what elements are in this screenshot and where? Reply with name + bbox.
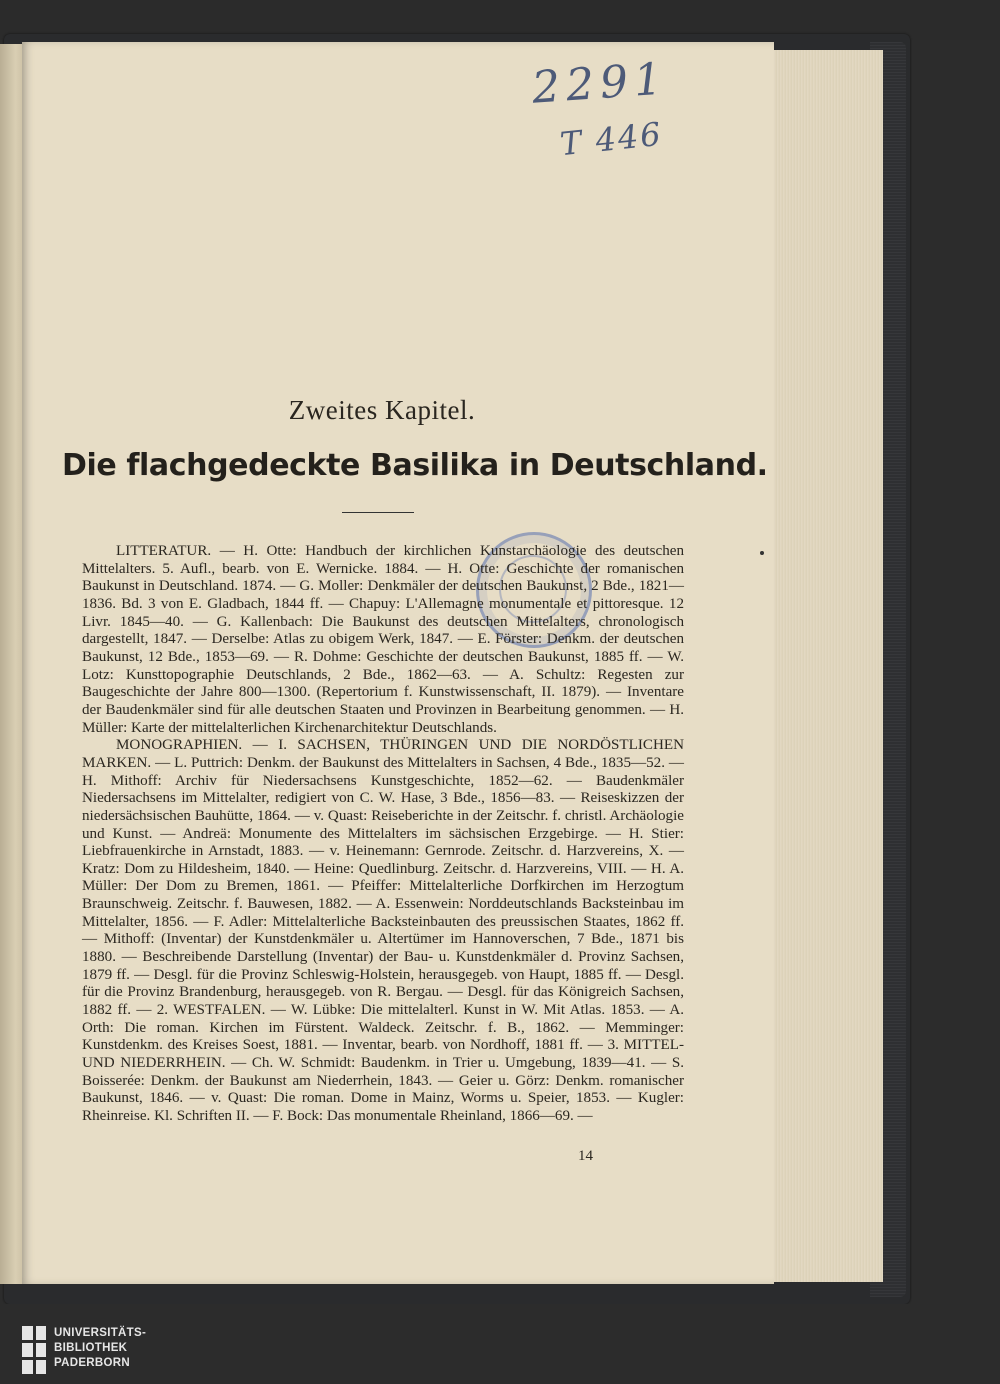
logo-line-3: PADERBORN xyxy=(54,1357,130,1369)
scan-background-bottom xyxy=(0,1304,1000,1384)
logo-text xyxy=(54,1326,146,1371)
title-divider xyxy=(342,512,414,513)
logo-line-1: UNIVERSITÄTS- xyxy=(54,1327,147,1339)
margin-dot xyxy=(760,551,764,555)
paragraph-literature: LITTERATUR. — H. Otte: Handbuch der kirchlichen Kunstarchäologie des deutschen Mittelalters. 5. Aufl., bearb. von E. Wernicke. 1884. — H. Otte: Geschichte der romanischen Baukunst in Deutschland. 1874. — G. Moller: Denkmäler der deutschen Baukunst, 2 Bde., 1821—1836. Bd. 3 von E. Gladbach, 1844 ff. — Chapuy: L'Allemagne monumentale et pittoresque. 12 Livr. 1845—40. — G. Kallenbach: Die Baukunst des deutschen Mittelalters, chronologisch dargestellt, 1847. — Derselbe: Atlas zu obigem Werk, 1847. — E. Förster: Denkm. der deutschen Baukunst, 12 Bde., 1853—69. — R. Dohme: Geschichte der deutschen Baukunst, 1885 ff. — W. Lotz: Kunsttopographie Deutschlands, 2 Bde., 1862—63. — A. Schultz: Regesten zur Baugeschichte der Jahre 800—1300. (Repertorium f. Kunstwissenschaft, II. 1879). — Inventare der Baudenkmäler sind für alle deutschen Staaten und Provinzen in Bearbeitung genommen. — H. Müller: Karte der mittelalterlichen Kirchenarchitektur Deutschlands. xyxy=(82,543,684,736)
logo-line-2: BIBLIOTHEK xyxy=(54,1342,128,1354)
library-logo xyxy=(22,1326,146,1378)
page-block-edges xyxy=(770,50,883,1282)
chapter-title: Die flachgedeckte Basilika in Deutschland. xyxy=(62,448,768,483)
chapter-label: Zweites Kapitel. xyxy=(288,395,476,425)
page-number: 14 xyxy=(578,1148,593,1164)
handwritten-signature-code: T 446 xyxy=(558,114,665,164)
bibliography-text xyxy=(82,543,684,1126)
paragraph-monographs: MONOGRAPHIEN. — I. SACHSEN, THÜRINGEN UND DIE NORDÖSTLICHEN MARKEN. — L. Puttrich: Denkm. der Baukunst des Mittelalters in Sachsen, 4 Bde., 1835—52. — H. Mithoff: Archiv für Niedersachsens Kunstgeschichte, 1852—62. — Baudenkmäler Niedersachsens im Mittelalter, redigiert von C. W. Hase, 3 Bde., 1856—83. — Reiseskizzen der niedersächsischen Bauhütte, 1864. — v. Quast: Reiseberichte in der Zeitschr. f. christl. Archäologie und Kunst. — Andreä: Monumente des Mittelalters im sächsischen Erzgebirge. — H. Stier: Liebfrauenkirche in Arnstadt, 1883. — v. Heinemann: Gernrode. Zeitschr. d. Harzvereins, X. — Kratz: Dom zu Hildesheim, 1840. — Heine: Quedlinburg. Zeitschr. d. Harzvereins, VIII. — H. A. Müller: Der Dom zu Bremen, 1861. — Pfeiffer: Mittelalterliche Dorfkirchen im Herzogtum Braunschweig. Zeitschr. f. Bauwesen, 1882. — A. Essenwein: Norddeutschlands Backsteinbau im Mittelalter, 1856. — F. Adler: Mittelalterliche Backsteinbauten des preussischen Staates, 1862 ff. — Mithoff: (Inventar) der Kunstdenkmäler u. Altertümer im Hannoverschen, 7 Bde., 1871 bis 1880. — Beschreibende Darstellung (Inventar) der Bau- u. Kunstdenkmäler d. Provinz Sachsen, 1879 ff. — Desgl. für die Provinz Schleswig-Holstein, herausgegeb. von Haupt, 1885 ff. — Desgl. für die Provinz Brandenburg, herausgegeb. von R. Bergau. — Desgl. für das Königreich Sachsen, 1882 ff. — 2. WESTFALEN. — W. Lübke: Die mittelalterl. Kunst in W. Mit Atlas. 1853. — A. Orth: Die roman. Kirchen im Fürstent. Waldeck. Zeitschr. f. B., 1862. — Memminger: Kunstdenkm. des Kreises Soest, 1881. — Inventar, bearb. von Nordhoff, 1881 ff. — 3. MITTEL- UND NIEDERRHEIN. — Ch. W. Schmidt: Baudenkm. in Trier u. Umgebung, 1839—41. — S. Boisserée: Denkm. der Baukunst am Niederrhein, 1843. — Geier u. Görz: Denkm. romanischer Baukunst, 1846. — v. Quast: Die roman. Dome in Mainz, Worms u. Speier, 1853. — Kugler: Rheinreise. Kl. Schriften II. — F. Bock: Das monumentale Rheinland, 1866—69. — xyxy=(82,737,684,1124)
logo-mark-icon xyxy=(22,1326,46,1374)
handwritten-shelfmark: 2291 xyxy=(530,53,670,114)
